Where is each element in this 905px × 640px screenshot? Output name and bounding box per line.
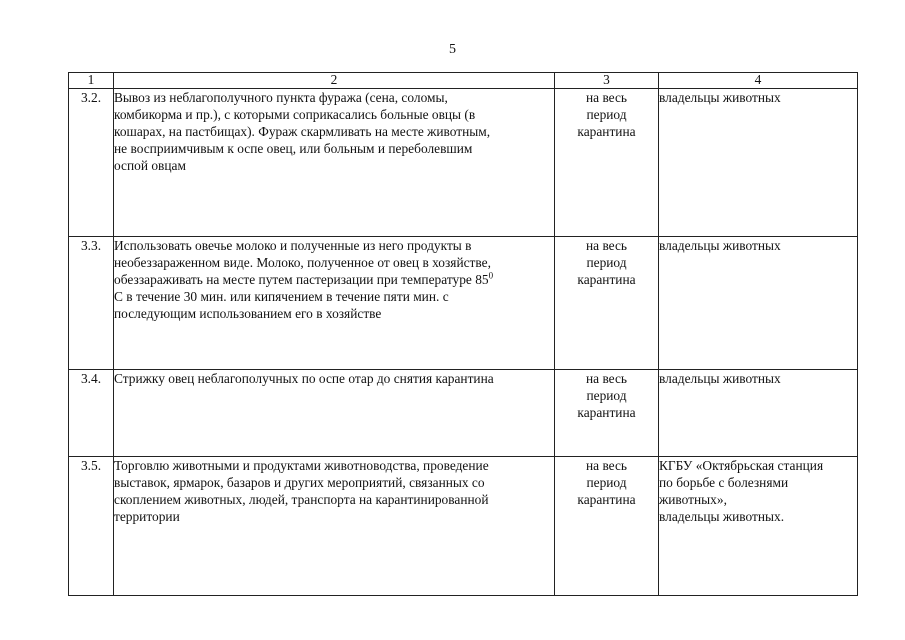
table-header-row — [69, 73, 858, 89]
header-col-2: 2 — [114, 73, 555, 89]
text-line: кошарах, на пастбищах). Фураж скармливать на месте животным, — [114, 124, 491, 139]
page-number: 5 — [449, 42, 456, 57]
text-line: территории — [114, 509, 180, 524]
term-line: на весь — [585, 371, 628, 386]
term-line: период — [586, 475, 627, 490]
measure-text — [114, 237, 555, 370]
text-line: скоплением животных, людей, транспорта на карантинированной — [114, 492, 489, 507]
term-cell — [555, 457, 659, 596]
text-line: Использовать овечье молоко и полученные из него продукты в — [114, 238, 472, 253]
term-line: карантина — [577, 405, 636, 420]
term-line: на весь — [585, 458, 628, 473]
table-row — [69, 457, 858, 596]
responsible-line: владельцы животных — [659, 238, 781, 253]
text-line: Торговлю животными и продуктами животноводства, проведение — [114, 458, 489, 473]
term-line: на весь — [585, 90, 628, 105]
text-line: не восприимчивым к оспе овец, или больным и переболевшим — [114, 141, 473, 156]
header-col-3: 3 — [555, 73, 659, 89]
header-col-4: 4 — [659, 73, 858, 89]
text-line — [114, 271, 554, 288]
term-line: карантина — [577, 124, 636, 139]
table-row — [69, 370, 858, 457]
table-row — [69, 237, 858, 370]
responsible-line: животных», — [659, 492, 727, 507]
text-line: оспой овцам — [114, 158, 186, 173]
text-line: Вывоз из неблагополучного пункта фуража (сена, соломы, — [114, 90, 448, 105]
text-line: выставок, ярмарок, базаров и других мероприятий, связанных со — [114, 475, 485, 490]
degree-mark: 0 — [488, 270, 494, 281]
responsible-line: владельцы животных — [659, 371, 781, 386]
term-line: карантина — [577, 492, 636, 507]
term-line: карантина — [577, 272, 636, 287]
responsible-line: по борьбе с болезнями — [659, 475, 789, 490]
text-line: С в течение 30 мин. или кипячением в течение пяти мин. с — [114, 289, 449, 304]
term-cell — [555, 237, 659, 370]
measures-table — [68, 72, 858, 596]
term-line: период — [586, 107, 627, 122]
row-number: 3.2. — [69, 89, 114, 237]
responsible-line: владельцы животных. — [659, 509, 785, 524]
row-number: 3.4. — [69, 370, 114, 457]
measure-text — [114, 89, 555, 237]
term-line: на весь — [585, 238, 628, 253]
term-line: период — [586, 255, 627, 270]
text-line: необеззараженном виде. Молоко, полученное от овец в хозяйстве, — [114, 255, 491, 270]
responsible-cell — [659, 237, 858, 370]
text-line: Стрижку овец неблагополучных по оспе отар до снятия карантина — [114, 371, 494, 386]
responsible-cell — [659, 370, 858, 457]
term-cell — [555, 89, 659, 237]
table-row — [69, 89, 858, 237]
row-number: 3.3. — [69, 237, 114, 370]
measure-text — [114, 370, 555, 457]
text-line: последующим использованием его в хозяйстве — [114, 306, 382, 321]
header-col-1: 1 — [69, 73, 114, 89]
text-line: комбикорма и пр.), с которыми соприкасались больные овцы (в — [114, 107, 476, 122]
responsible-cell — [659, 89, 858, 237]
responsible-cell — [659, 457, 858, 596]
row-number: 3.5. — [69, 457, 114, 596]
measure-text — [114, 457, 555, 596]
term-line: период — [586, 388, 627, 403]
text-line-content: обеззараживать на месте путем пастеризации при температуре 85 — [114, 272, 489, 287]
term-cell — [555, 370, 659, 457]
responsible-line: владельцы животных — [659, 90, 781, 105]
responsible-line: КГБУ «Октябрьская станция — [659, 458, 824, 473]
